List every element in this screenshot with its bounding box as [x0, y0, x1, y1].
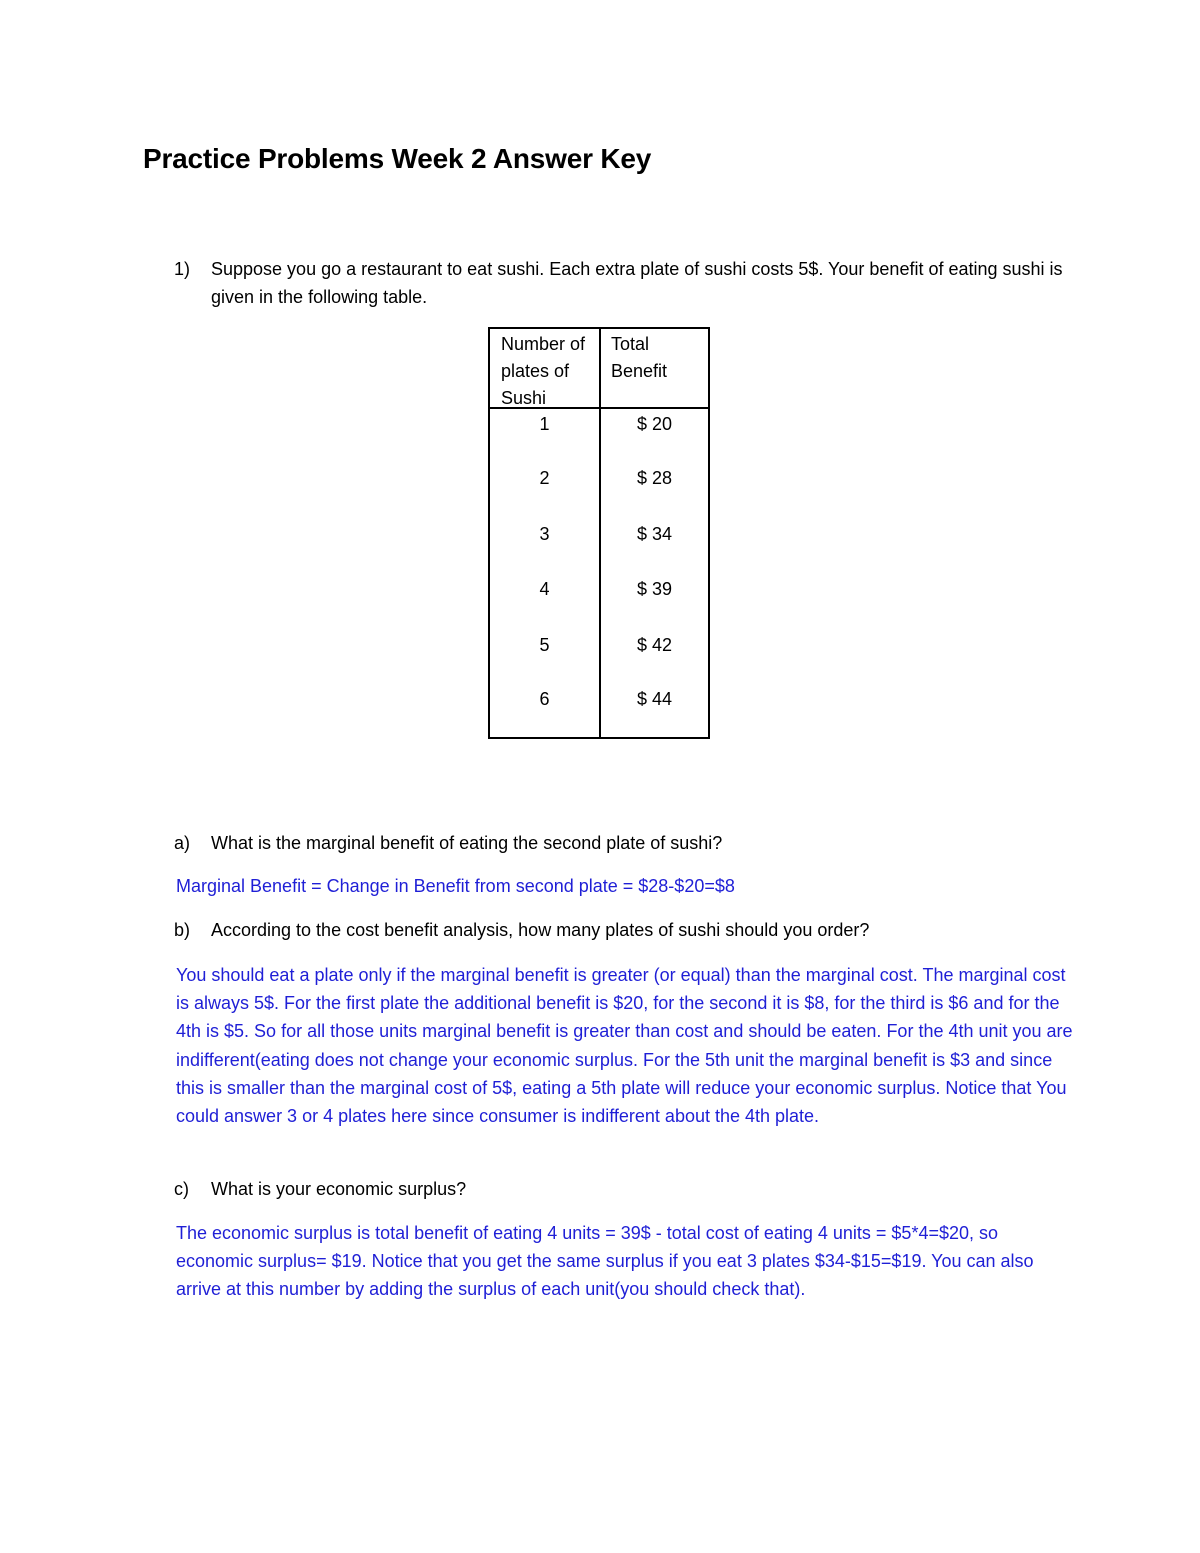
answer-part-b: You should eat a plate only if the marginal benefit is greater (or equal) than the marginal cost. The marginal cost is always 5$. For the first plate the additional benefit is $20, for the second it is $8, for the third is $6 and for the 4th is $5. So for all those units marginal benefit is greater than cost and should be eaten. For the 4th unit you are indifferent(eating does not change your economic surplus. For the 5th unit the marginal benefit is $3 and since this is smaller than the marginal cost of 5$, eating a 5th plate will reduce your economic surplus. Notice that You could answer 3 or 4 plates here since consumer is indifferent about the 4th plate. — [176, 965, 1073, 1127]
question-part-c — [174, 1175, 1074, 1205]
page-title: Practice Problems Week 2 Answer Key — [143, 143, 652, 174]
question-part-a — [174, 829, 1074, 859]
benefit-table — [488, 327, 710, 739]
part-label: a) — [174, 833, 191, 853]
table-cell-plates: 4 — [539, 579, 550, 599]
question-1 — [174, 255, 1074, 315]
table-cell-benefit: $ 28 — [636, 468, 673, 488]
table-cell-benefit: $ 34 — [636, 524, 673, 544]
part-label: c) — [174, 1179, 189, 1199]
question-number: 1) — [174, 259, 191, 279]
table-cell-plates: 6 — [539, 689, 550, 709]
table-header-plates: Number of plates of Sushi — [501, 334, 586, 408]
table-cell-plates: 5 — [539, 635, 550, 655]
table-cell-plates: 3 — [539, 524, 550, 544]
table-cell-benefit: $ 39 — [636, 579, 673, 599]
answer-part-c: The economic surplus is total benefit of eating 4 units = 39$ - total cost of eating 4 units = $5*4=$20, so economic surplus= $19. Notice that you get the same surplus if you eat 3 plates $34-$15=$19. You can also arrive at this number by adding the surplus of each unit(you should check that). — [176, 1223, 1034, 1300]
answer-part-a: Marginal Benefit = Change in Benefit from second plate = $28-$20=$8 — [176, 876, 735, 896]
question-part-b — [174, 916, 1074, 946]
table-cell-plates: 1 — [539, 414, 550, 434]
part-question: What is your economic surplus? — [211, 1179, 467, 1199]
part-question: What is the marginal benefit of eating the second plate of sushi? — [211, 833, 723, 853]
table-cell-benefit: $ 20 — [636, 414, 673, 434]
table-header-benefit: Total Benefit — [611, 334, 668, 381]
part-question: According to the cost benefit analysis, how many plates of sushi should you order? — [211, 920, 870, 940]
table-cell-benefit: $ 42 — [636, 635, 673, 655]
table-cell-plates: 2 — [539, 468, 550, 488]
question-text: Suppose you go a restaurant to eat sushi. Each extra plate of sushi costs 5$. Your benefit of eating sushi is given in the following table. — [211, 259, 1063, 307]
part-label: b) — [174, 920, 191, 940]
table-cell-benefit: $ 44 — [636, 689, 673, 709]
